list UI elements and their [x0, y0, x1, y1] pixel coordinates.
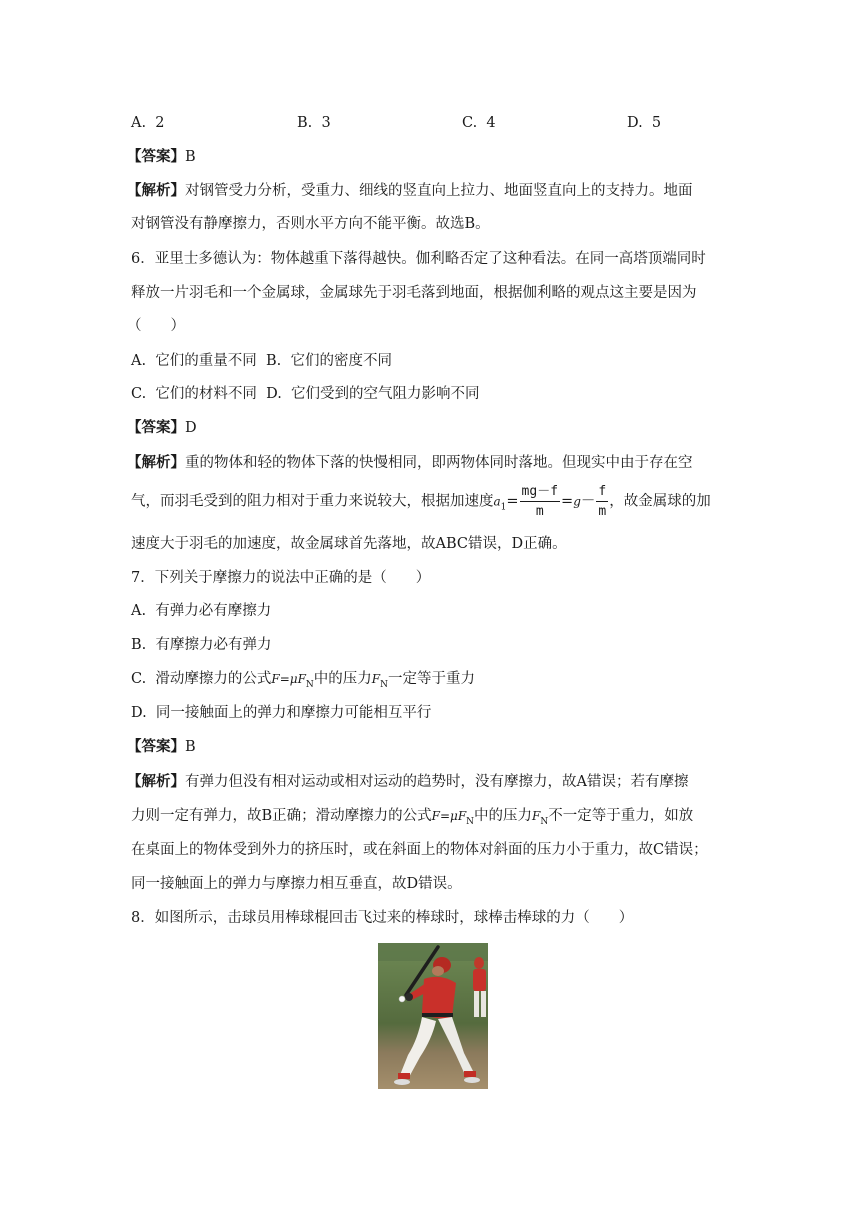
formula-f: F: [532, 809, 541, 823]
formula-eq1: =: [506, 493, 519, 510]
q7-answer: [127, 737, 196, 757]
fraction-denominator: m: [598, 504, 607, 519]
analysis-text: 中的压力: [474, 808, 533, 824]
q6-analysis-line-1: [127, 453, 693, 473]
q5-option-b: B. 3: [297, 115, 331, 131]
analysis-tag: 【解析】: [127, 773, 185, 790]
formula-f-sub: N: [380, 679, 388, 690]
q7-option-d: D. 同一接触面上的弹力和摩擦力可能相互平行: [131, 705, 432, 721]
formula-f: F: [371, 672, 381, 686]
analysis-text: 重的物体和轻的物体下落的快慢相同，即两物体同时落地。但现实中由于存在空: [185, 455, 693, 471]
answer-value: D: [185, 420, 197, 436]
q6-analysis-line-2: [131, 484, 711, 519]
q6-answer: [127, 418, 197, 438]
formula-sub: N: [305, 679, 314, 690]
q7-analysis-line-3: 在桌面上的物体受到外力的挤压时，或在斜面上的物体对斜面的压力小于重力，故C错误；: [131, 842, 708, 858]
formula-sub: N: [466, 816, 475, 827]
q7-analysis-line-1: [127, 772, 688, 792]
q7-option-a: A. 有弹力必有摩擦力: [131, 603, 272, 619]
q6-analysis-line-3: 速度大于羽毛的加速度，故金属球首先落地，故ABC错误，D正确。: [131, 536, 567, 552]
q5-option-d: D. 5: [627, 115, 662, 131]
formula-minus: －: [580, 493, 596, 510]
q5-option-c: C. 4: [462, 115, 496, 131]
q7-analysis-line-2: [131, 806, 693, 832]
analysis-text: 不一定等于重力，如放: [548, 808, 694, 824]
q6-stem-line-2: 释放一片羽毛和一个金属球，金属球先于羽毛落到地面，根据伽利略的观点这主要是因为: [131, 285, 697, 301]
q6-options-line-2: C. 它们的材料不同 D. 它们受到的空气阻力影响不同: [131, 386, 480, 402]
fraction-numerator: mg－f: [520, 484, 560, 502]
q5-answer: [127, 147, 196, 167]
q5-analysis-line-2: 对钢管没有静摩擦力，否则水平方向不能平衡。故选B。: [131, 216, 490, 232]
q6-stem-line-3: （ ）: [127, 318, 185, 334]
fraction-numerator: f: [596, 484, 608, 502]
formula-eq2: =: [561, 493, 574, 510]
formula: F=μF: [271, 672, 306, 686]
q7-option-c: [131, 669, 475, 695]
formula-fraction-1: [520, 484, 560, 519]
q7-analysis-line-4: 同一接触面上的弹力与摩擦力相互垂直，故D错误。: [131, 876, 462, 892]
analysis-tag: 【解析】: [127, 182, 185, 199]
q5-option-a: A. 2: [131, 115, 165, 131]
q5-analysis-line-1: [127, 181, 693, 201]
analysis-text: ，故金属球的加: [609, 493, 711, 510]
q8-stem: 8．如图所示，击球员用棒球棍回击飞过来的棒球时，球棒击棒球的力（ ）: [131, 910, 634, 926]
formula-fraction-2: [596, 484, 608, 519]
analysis-text: 有弹力但没有相对运动或相对运动的趋势时，没有摩擦力，故A错误；若有摩擦: [185, 774, 689, 790]
analysis-text: 力则一定有弹力，故B正确；滑动摩擦力的公式: [131, 808, 432, 824]
baseball-batter-illustration: [378, 943, 488, 1089]
option-text: 一定等于重力: [388, 671, 475, 687]
q7-option-b: B. 有摩擦力必有弹力: [131, 637, 272, 653]
q7-stem: 7．下列关于摩擦力的说法中正确的是（ ）: [131, 570, 431, 586]
option-text: 中的压力: [313, 671, 372, 687]
answer-tag: 【答案】: [127, 148, 185, 165]
analysis-tag: 【解析】: [127, 454, 185, 471]
answer-value: B: [185, 739, 196, 755]
answer-tag: 【答案】: [127, 738, 185, 755]
analysis-text: 气，而羽毛受到的阻力相对于重力来说较大，根据加速度: [131, 493, 494, 510]
baseball-batter-photo: [378, 943, 488, 1089]
formula-f-sub: N: [540, 816, 549, 827]
answer-tag: 【答案】: [127, 419, 185, 436]
formula-a-sub: 1: [500, 502, 507, 513]
q6-options-line-1: A. 它们的重量不同 B. 它们的密度不同: [131, 353, 392, 369]
answer-value: B: [185, 149, 196, 165]
formula: F=μF: [431, 809, 467, 823]
option-text: C. 滑动摩擦力的公式: [131, 671, 272, 687]
fraction-denominator: m: [535, 504, 544, 519]
q6-stem-line-1: 6．亚里士多德认为：物体越重下落得越快。伽利略否定了这种看法。在同一高塔顶端同时: [131, 251, 706, 267]
formula-g: g: [573, 494, 581, 509]
formula-a: a: [493, 494, 501, 509]
analysis-text: 对钢管受力分析，受重力、细线的竖直向上拉力、地面竖直向上的支持力。地面: [185, 183, 693, 199]
